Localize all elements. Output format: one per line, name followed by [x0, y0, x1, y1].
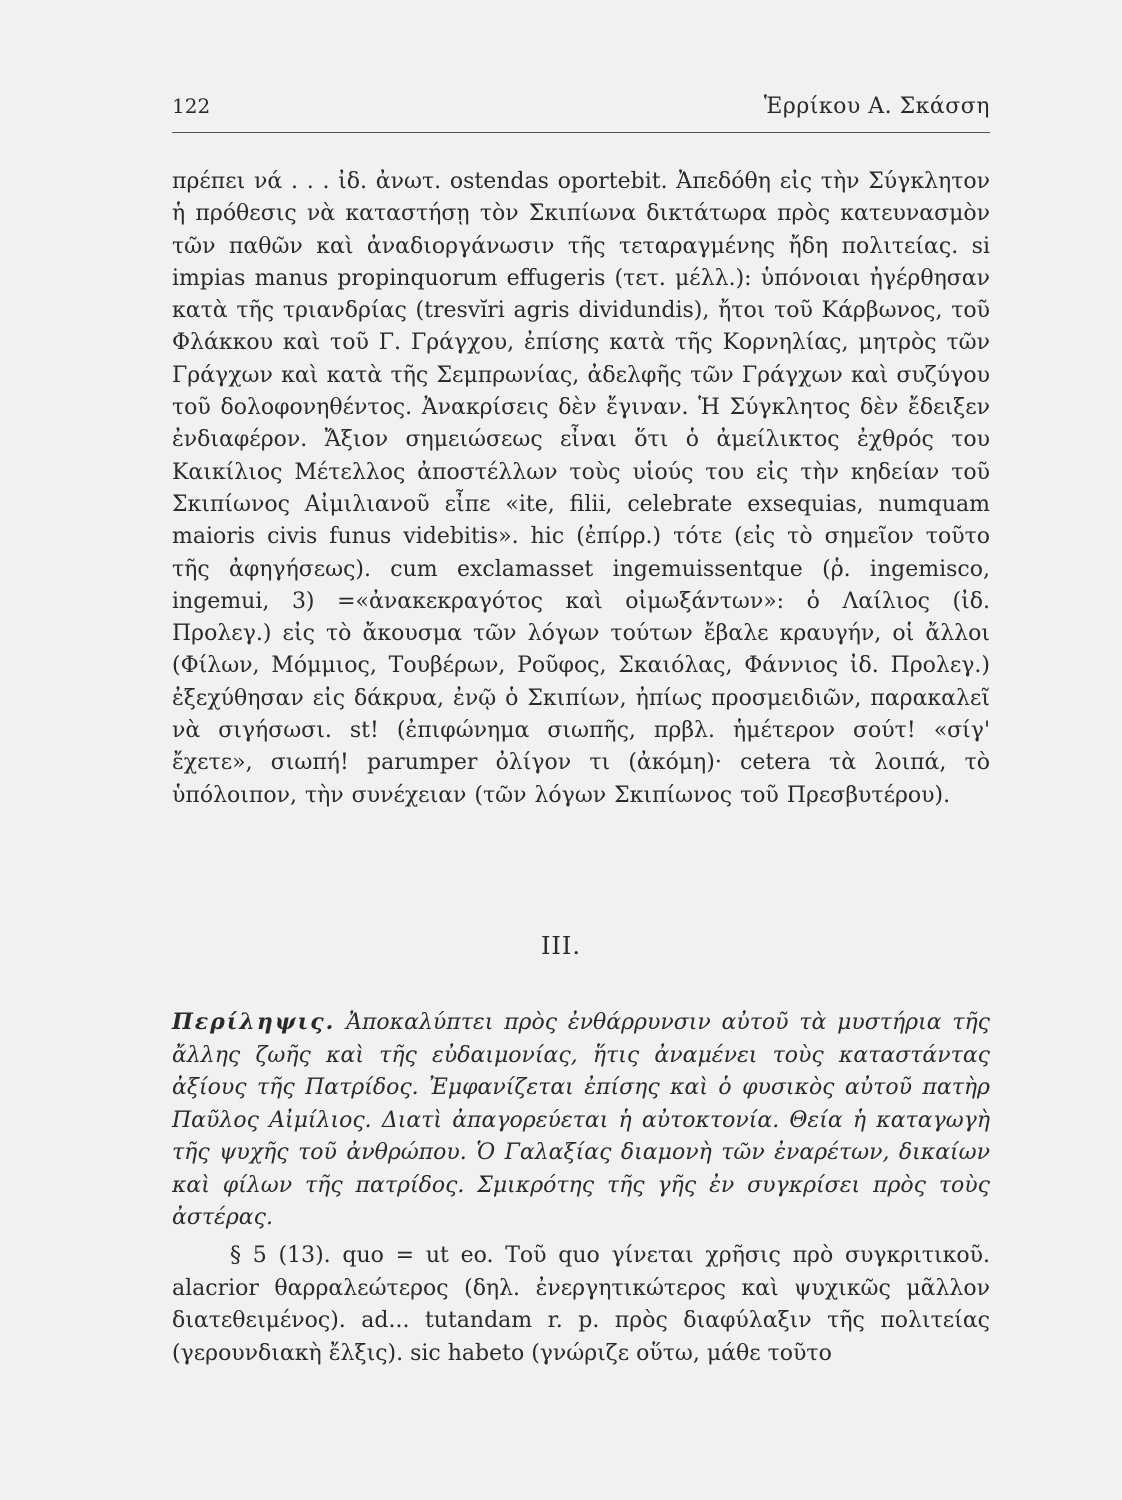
summary-label: Περίληψις.	[172, 1009, 336, 1035]
section-heading: III.	[540, 932, 582, 960]
body-paragraph-block	[172, 166, 990, 812]
running-head: Ἑρρίκου Α. Σκάσση	[763, 94, 990, 119]
body-paragraph: πρέπει νά . . . ἰδ. ἀνωτ. ostendas oportebit. Ἀπεδόθη εἰς τὴν Σύγκλητον ἡ πρόθεσις νὰ καταστήσῃ τὸν Σκιπίωνα δικτάτωρα πρὸς κατευνασμὸν τῶν παθῶν καὶ ἀναδιοργάνωσιν τῆς τεταραγμένης ἤδη πολιτείας. si impias manus propinquorum effugeris (τετ. μέλλ.): ὑπόνοιαι ἠγέρθησαν κατὰ τῆς τριανδρίας (tresvĭri agris dividundis), ἤτοι τοῦ Κάρβωνος, τοῦ Φλάκκου καὶ τοῦ Γ. Γράγχου, ἐπίσης κατὰ τῆς Κορνηλίας, μητρὸς τῶν Γράγχων καὶ κατὰ τῆς Σεμπρωνίας, ἀδελφῆς τῶν Γράγχων καὶ συζύγου τοῦ δολοφονηθέντος. Ἀνακρίσεις δὲν ἔγιναν. Ἡ Σύγκλητος δὲν ἔδειξεν ἐνδιαφέρον. Ἄξιον σημειώσεως εἶναι ὅτι ὁ ἀμείλικτος ἐχθρός του Καικίλιος Μέτελλος ἀποστέλλων τοὺς υἱούς του εἰς τὴν κηδείαν τοῦ Σκιπίωνος Αἰμιλιανοῦ εἶπε «ite, filii, celebrate exsequias, numquam maioris civis funus videbitis». hic (ἐπίρρ.) τότε (εἰς τὸ σημεῖον τοῦτο τῆς ἀφηγήσεως). cum exclamasset ingemuissentque (ῥ. ingemisco, ingemui, 3) =«ἀνακεκραγότος καὶ οἰμωξάντων»: ὁ Λαίλιος (ἰδ. Προλεγ.) εἰς τὸ ἄκουσμα τῶν λόγων τούτων ἔβαλε κραυγήν, οἱ ἄλλοι (Φίλων, Μόμμιος, Τουβέρων, Ροῦφος, Σκαιόλας, Φάννιος ἰδ. Προλεγ.) ἐξεχύθησαν εἰς δάκρυα, ἐνῷ ὁ Σκιπίων, ἠπίως προσμειδιῶν, παρακαλεῖ νὰ σιγήσωσι. st! (ἐπιφώνημα σιωπῆς, πρβλ. ἡμέτερον σούτ! «σίγ' ἔχετε», σιωπή! parumper ὀλίγον τι (ἀκόμη)· cetera τὰ λοιπά, τὸ ὑπόλοιπον, τὴν συνέχειαν (τῶν λόγων Σκιπίωνος τοῦ Πρεσβυτέρου).	[172, 169, 990, 808]
summary-text: Ἀποκαλύπτει πρὸς ἐνθάρρυνσιν αὐτοῦ τὰ μυστήρια τῆς ἄλλης ζωῆς καὶ τῆς εὐδαιμονίας, ἥτις ἀναμένει τοὺς καταστάντας ἀξίους τῆς Πατρίδος. Ἐμφανίζεται ἐπίσης καὶ ὁ φυσικὸς αὐτοῦ πατὴρ Παῦλος Αἰμίλιος. Διατὶ ἀπαγορεύεται ἡ αὐτοκτονία. Θεία ἡ καταγωγὴ τῆς ψυχῆς τοῦ ἀνθρώπου. Ὁ Γαλαξίας διαμονὴ τῶν ἐναρέτων, δικαίων καὶ φίλων τῆς πατρίδος. Σμικρότης τῆς γῆς ἐν συγκρίσει πρὸς τοὺς ἀστέρας.	[172, 1010, 991, 1230]
page-header	[172, 92, 990, 133]
page-number: 122	[172, 94, 211, 118]
commentary-paragraph: § 5 (13). quo = ut eo. Τοῦ quo γίνεται χρῆσις πρὸ συγκριτικοῦ. alacrior θαρραλεώτερος (δηλ. ἐνεργητικώτερος καὶ ψυχικῶς μᾶλλον διατεθειμένος). ad... tutandam r. p. πρὸς διαφύλαξιν τῆς πολιτείας (γερουνδιακὴ ἔλξις). sic habeto (γνώριζε οὕτω, μάθε τοῦτο	[172, 1243, 990, 1366]
summary-block	[172, 1006, 990, 1235]
commentary-block	[172, 1240, 990, 1370]
